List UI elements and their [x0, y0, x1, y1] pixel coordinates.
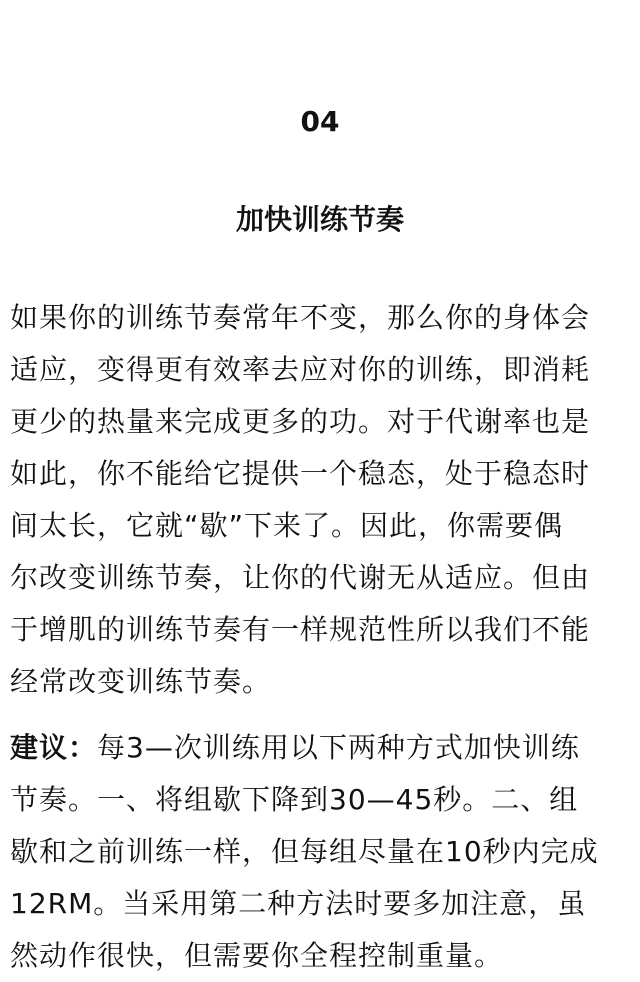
paragraph-1: [10, 292, 634, 708]
paragraph-line: 间太长，它就“歇”下来了。因此，你需要偶: [10, 509, 564, 542]
paragraph-line: 12RM。当采用第二种方法时要多加注意，虽: [10, 887, 587, 920]
paragraph-line: 经常改变训练节奏。: [10, 665, 272, 698]
paragraph-line-first: [10, 722, 634, 774]
paragraph-line: 适应，变得更有效率去应对你的训练，即消耗: [10, 353, 591, 386]
paragraph-line: 节奏。一、将组歇下降到30—45秒。二、组: [10, 783, 579, 816]
paragraph-2: [10, 722, 634, 982]
paragraph-line: 如此，你不能给它提供一个稳态，处于稳态时: [10, 457, 591, 490]
section-title: 加快训练节奏: [235, 203, 404, 236]
paragraph-line: 然动作很快，但需要你全程控制重量。: [10, 939, 504, 972]
suggestion-label: 建议：: [10, 731, 98, 764]
paragraph-line: 尔改变训练节奏，让你的代谢无从适应。但由: [10, 561, 591, 594]
paragraph-line: 如果你的训练节奏常年不变，那么你的身体会: [10, 301, 591, 334]
paragraph-line: 歇和之前训练一样，但每组尽量在10秒内完成: [10, 835, 599, 868]
suggestion-text: 每3—次训练用以下两种方式加快训练: [97, 731, 580, 764]
paragraph-line: 更少的热量来完成更多的功。对于代谢率也是: [10, 405, 591, 438]
paragraph-line: 于增肌的训练节奏有一样规范性所以我们不能: [10, 613, 591, 646]
section-number: 04: [300, 105, 340, 138]
